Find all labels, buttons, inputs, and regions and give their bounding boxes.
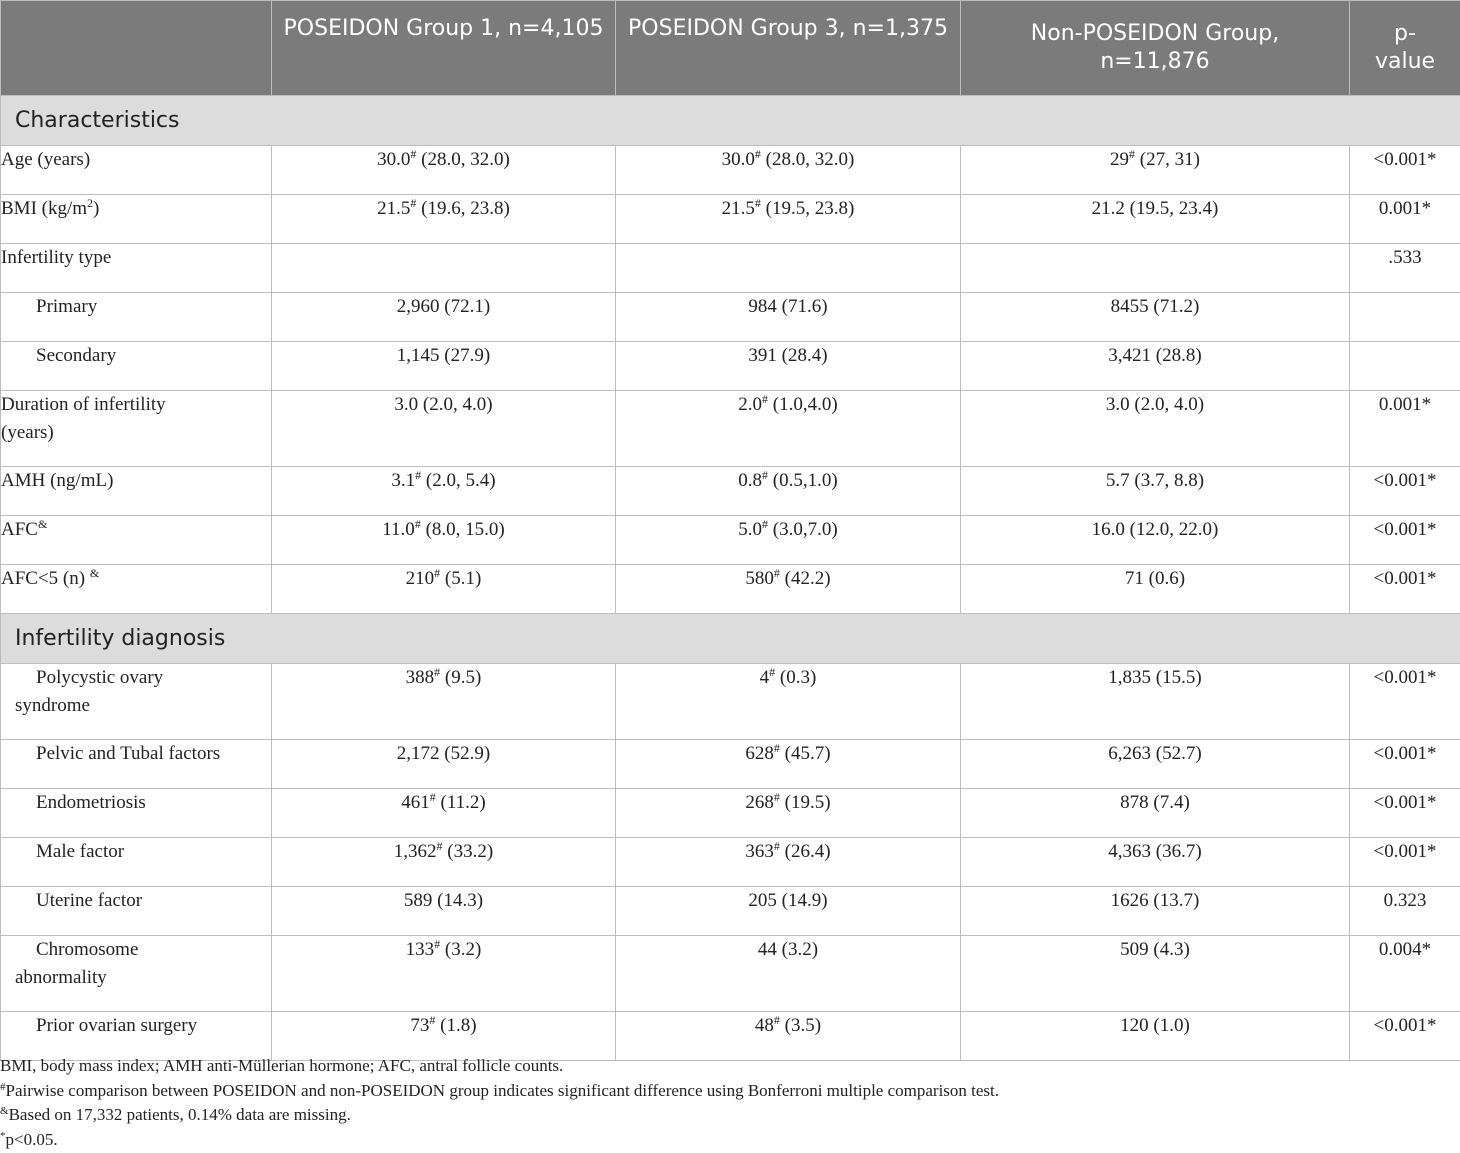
group3-value: 391 (28.4) [616,342,961,391]
row-label: AMH (ng/mL) [1,467,272,516]
p-value [1350,342,1460,391]
non-poseidon-value: 16.0 (12.0, 22.0) [961,516,1350,565]
table-row [1,516,1460,565]
p-value: 0.323 [1350,887,1460,936]
p-value: <0.001* [1350,516,1460,565]
group3-value [616,244,961,293]
p-value: <0.001* [1350,565,1460,614]
non-poseidon-value: 8455 (71.2) [961,293,1350,342]
row-label: Male factor [1,838,272,887]
p-value: <0.001* [1350,740,1460,789]
header-empty [1,1,272,96]
footnote-asterisk: *p<0.05. [0,1129,58,1149]
group1-value: 1,362# (33.2) [272,838,616,887]
group3-value: 21.5# (19.5, 23.8) [616,195,961,244]
footnote-hash: #Pairwise comparison between POSEIDON and non-POSEIDON group indicates significant difference using Bonferroni multiple comparison test. [0,1080,1000,1100]
table-row [1,195,1460,244]
non-poseidon-value: 29# (27, 31) [961,146,1350,195]
p-value: 0.004* [1350,936,1460,1012]
section-row-infertility-diagnosis [1,614,1460,664]
row-label: BMI $(kg/m^2)$ [1,195,272,244]
group3-value: 5.0# (3.0,7.0) [616,516,961,565]
p-value: <0.001* [1350,1012,1460,1061]
table-row [1,391,1460,467]
non-poseidon-value: 509 (4.3) [961,936,1350,1012]
group3-value: 628# (45.7) [616,740,961,789]
group1-value [272,244,616,293]
table-row [1,342,1460,391]
row-label: Infertility type [1,244,272,293]
p-value: .533 [1350,244,1460,293]
section-row-characteristics [1,96,1460,146]
table-row [1,293,1460,342]
row-label: Secondary [1,342,272,391]
p-value: <0.001* [1350,146,1460,195]
group1-value: 589 (14.3) [272,887,616,936]
group1-value: 388# (9.5) [272,664,616,740]
row-label: Endometriosis [1,789,272,838]
group1-value: 3.1# (2.0, 5.4) [272,467,616,516]
p-value: 0.001* [1350,195,1460,244]
group3-value: 363# (26.4) [616,838,961,887]
non-poseidon-value: 878 (7.4) [961,789,1350,838]
non-poseidon-value: 71 (0.6) [961,565,1350,614]
row-label: AFC& [1,516,272,565]
group1-value: 73# (1.8) [272,1012,616,1061]
group3-value: 30.0# (28.0, 32.0) [616,146,961,195]
group3-value: 0.8# (0.5,1.0) [616,467,961,516]
table-footnotes [0,1054,1460,1152]
table-row [1,467,1460,516]
group1-value: 11.0# (8.0, 15.0) [272,516,616,565]
group1-value: 3.0 (2.0, 4.0) [272,391,616,467]
non-poseidon-value: 1626 (13.7) [961,887,1350,936]
group3-value: 984 (71.6) [616,293,961,342]
non-poseidon-value: 4,363 (36.7) [961,838,1350,887]
group3-value: 48# (3.5) [616,1012,961,1061]
non-poseidon-value: 5.7 (3.7, 8.8) [961,467,1350,516]
table-row [1,936,1460,1012]
section-title: Infertility diagnosis [1,614,1460,664]
row-label: Duration of infertility (years) [1,391,272,467]
row-label: Age (years) [1,146,272,195]
header-p-value: p- value [1350,1,1460,96]
row-label: Pelvic and Tubal factors [1,740,272,789]
p-value: <0.001* [1350,838,1460,887]
p-value: <0.001* [1350,789,1460,838]
group1-value: 210# (5.1) [272,565,616,614]
header-poseidon-group-3: POSEIDON Group 3, n=1,375 [616,1,961,96]
row-label: Prior ovarian surgery [1,1012,272,1061]
row-label: Primary [1,293,272,342]
group1-value: 21.5# (19.6, 23.8) [272,195,616,244]
table-row [1,664,1460,740]
header-row [1,1,1460,96]
group1-value: 461# (11.2) [272,789,616,838]
group1-value: 30.0# (28.0, 32.0) [272,146,616,195]
table-row [1,146,1460,195]
table-row [1,244,1460,293]
non-poseidon-value: 1,835 (15.5) [961,664,1350,740]
p-value [1350,293,1460,342]
group1-value: 133# (3.2) [272,936,616,1012]
table-row [1,789,1460,838]
group3-value: 2.0# (1.0,4.0) [616,391,961,467]
non-poseidon-value: 120 (1.0) [961,1012,1350,1061]
footnote-ampersand: &Based on 17,332 patients, 0.14% data are missing. [0,1105,351,1124]
p-value: 0.001* [1350,391,1460,467]
group3-value: 268# (19.5) [616,789,961,838]
header-non-poseidon-group: Non-POSEIDON Group, n=11,876 [961,1,1350,96]
row-label: Polycystic ovary syndrome [1,664,272,740]
header-poseidon-group-1: POSEIDON Group 1, n=4,105 [272,1,616,96]
non-poseidon-value [961,244,1350,293]
non-poseidon-value: 3.0 (2.0, 4.0) [961,391,1350,467]
row-label: Uterine factor [1,887,272,936]
group1-value: 2,960 (72.1) [272,293,616,342]
non-poseidon-value: 21.2 (19.5, 23.4) [961,195,1350,244]
section-title: Characteristics [1,96,1460,146]
table-row [1,887,1460,936]
table-row [1,838,1460,887]
p-value: <0.001* [1350,467,1460,516]
group3-value: 4# (0.3) [616,664,961,740]
group1-value: 2,172 (52.9) [272,740,616,789]
footnote-abbreviations: BMI, body mass index; AMH anti-Müllerian hormone; AFC, antral follicle counts. [0,1056,564,1075]
group1-value: 1,145 (27.9) [272,342,616,391]
non-poseidon-value: 6,263 (52.7) [961,740,1350,789]
group3-value: 580# (42.2) [616,565,961,614]
table-row [1,740,1460,789]
row-label: AFC<5 (n) & [1,565,272,614]
group3-value: 44 (3.2) [616,936,961,1012]
p-value: <0.001* [1350,664,1460,740]
group3-value: 205 (14.9) [616,887,961,936]
non-poseidon-value: 3,421 (28.8) [961,342,1350,391]
table-row [1,565,1460,614]
row-label: Chromosome abnormality [1,936,272,1012]
